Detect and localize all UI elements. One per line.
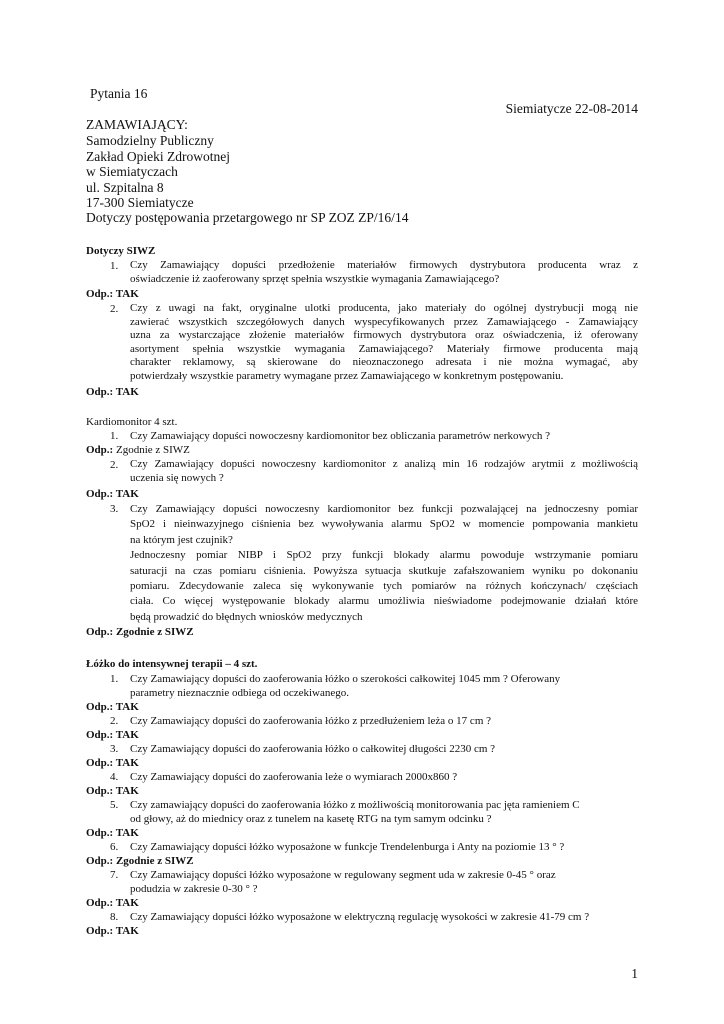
question-text bbox=[130, 302, 638, 383]
question-text bbox=[130, 259, 638, 286]
answer: Odp.: Zgodnie z SIWZ bbox=[86, 855, 194, 867]
address-line: Samodzielny Publiczny bbox=[86, 133, 214, 148]
answer: Odp.: TAK bbox=[86, 701, 139, 713]
section-heading: Kardiomonitor 4 szt. bbox=[86, 416, 178, 428]
question-line: Czy zamawiający dopuści do zaoferowania łóżko z możliwością monitorowania pac jęta ramieniem C bbox=[130, 799, 580, 811]
document-title: Pytania 16 bbox=[90, 86, 148, 101]
answer: Odp.: TAK bbox=[86, 925, 139, 937]
question-line: potwierdzały wszystkie parametry wymagane przez Zamawiającego w konkretnym postępowaniu. bbox=[130, 369, 564, 382]
explanation-line: będą prowadzić do błędnych wniosków medycznych bbox=[130, 610, 363, 623]
question-line: Czy Zamawiający dopuści łóżko wyposażone w regulowany segment uda w zakresie 0-45 ° oraz bbox=[130, 869, 556, 881]
answer-label: Odp.: bbox=[86, 444, 114, 456]
question-number: 7. bbox=[110, 869, 119, 881]
question-line: asortyment spełnia wszystkie wymagania Zamawiającego? Materiały firmowe producenta mają bbox=[130, 342, 638, 355]
question-line: charakter reklamowy, są skierowane do nieoznaczonego adresata i nie można wymagać, aby bbox=[130, 356, 638, 368]
answer-value: Zgodnie z SIWZ bbox=[115, 444, 190, 456]
question-number: 1. bbox=[110, 673, 119, 685]
question-line: Czy Zamawiający dopuści do zaoferowania łóżko z przedłużeniem leża o 17 cm ? bbox=[130, 715, 492, 727]
question-text bbox=[130, 502, 638, 625]
question-number: 2. bbox=[110, 715, 119, 727]
section-heading: Dotyczy SIWZ bbox=[86, 245, 156, 257]
reference-line: Dotyczy postępowania przetargowego nr SP ZOZ ZP/16/14 bbox=[86, 210, 409, 225]
question-line: Czy Zamawiający dopuści do zaoferowania leże o wymiarach 2000x860 ? bbox=[130, 771, 458, 783]
address-line: Zakład Opieki Zdrowotnej bbox=[86, 149, 230, 164]
question-line: Czy Zamawiający dopuści nowoczesny kardiomonitor bez funkcji pozwalającej na jednoczesny pomiar bbox=[130, 503, 638, 515]
question-number: 3. bbox=[110, 743, 119, 755]
question-number: 2. bbox=[110, 303, 119, 315]
question-line: Czy Zamawiający dopuści łóżko wyposażone w funkcje Trendelenburga i Anty na poziomie 13 ° ? bbox=[130, 841, 565, 853]
explanation-line: Jednoczesny pomiar NIBP i SpO2 przy funkcji blokady alarmu powoduje wstrzymanie pomiaru bbox=[130, 549, 638, 562]
question-number: 1. bbox=[110, 430, 119, 442]
question-line: Czy Zamawiający dopuści do zaoferowania łóżko o całkowitej długości 2230 cm ? bbox=[130, 743, 496, 755]
question-line: oświadczenie iż zaoferowany sprzęt spełnia wszystkie wymagania Zamawiającego? bbox=[130, 272, 500, 285]
contracting-label: ZAMAWIAJĄCY: bbox=[86, 117, 188, 132]
question-line: uzna za wystarczające złożenie materiałów firmowych dystrybutora oraz oświadczenia, iż oferowany bbox=[130, 329, 638, 341]
question-number: 8. bbox=[110, 911, 119, 923]
question-line: na którym jest czujnik? bbox=[130, 533, 233, 546]
answer: Odp.: TAK bbox=[86, 757, 139, 769]
question-line: od głowy, aż do miednicy oraz z tunelem na kasetę RTG na tym samym odcinku ? bbox=[130, 813, 492, 825]
explanation-line: pomiaru. Zdecydowanie zaleca się wykonywanie tych pomiarów na różnych kończynach/ częściach bbox=[130, 580, 638, 593]
question-number: 3. bbox=[110, 503, 119, 515]
question-line: Czy Zamawiający dopuści łóżko wyposażone w elektryczną regulację wysokości w zakresie 41-79 cm ? bbox=[130, 911, 590, 923]
answer bbox=[86, 443, 190, 457]
question-line: Czy z uwagi na fakt, oryginalne ulotki producenta, jako materiały do ogólnej dystrybucji mogą nie bbox=[130, 302, 638, 314]
answer: Odp.: TAK bbox=[86, 386, 139, 398]
question-line: parametry nieznacznie odbiega od oczekiwanego. bbox=[130, 687, 349, 699]
question-line: uczenia się nowych ? bbox=[130, 471, 224, 484]
page-number: 1 bbox=[631, 966, 638, 981]
question-line: zawierać wszystkich szczegółowych danych wyspecyfikowanych przez Zamawiającego - Zamawiający bbox=[130, 315, 638, 328]
question-line: SpO2 i nieinwazyjnego ciśnienia bez wywoływania alarmu SpO2 w momencie pompowania mankietu bbox=[130, 518, 638, 531]
question-text bbox=[130, 458, 638, 485]
answer: Odp.: TAK bbox=[86, 288, 139, 300]
explanation-line: ciała. Co więcej występowanie blokady alarmu umożliwia nieświadome podejmowanie działań które bbox=[130, 595, 638, 608]
question-number: 5. bbox=[110, 799, 119, 811]
answer: Odp.: TAK bbox=[86, 729, 139, 741]
section-heading: Łóżko do intensywnej terapii – 4 szt. bbox=[86, 658, 258, 670]
question-number: 2. bbox=[110, 459, 119, 471]
question-line: Czy Zamawiający dopuści nowoczesny kardiomonitor bez obliczania parametrów nerkowych ? bbox=[130, 430, 550, 442]
answer: Odp.: TAK bbox=[86, 827, 139, 839]
address-line: ul. Szpitalna 8 bbox=[86, 180, 164, 195]
answer: Odp.: Zgodnie z SIWZ bbox=[86, 626, 194, 638]
answer: Odp.: TAK bbox=[86, 488, 139, 500]
document-date: Siemiatycze 22-08-2014 bbox=[505, 101, 638, 116]
question-number: 6. bbox=[110, 841, 119, 853]
question-line: Czy Zamawiający dopuści nowoczesny kardiomonitor z analizą min 16 rodzajów arytmii z możliwością bbox=[130, 458, 638, 470]
question-number: 4. bbox=[110, 771, 119, 783]
explanation-line: saturacji na czas pomiaru ciśnienia. Powyższa sytuacja skutkuje zafałszowaniem wyniku po dokonaniu bbox=[130, 564, 638, 577]
address-line: 17-300 Siemiatycze bbox=[86, 195, 194, 210]
question-line: Czy Zamawiający dopuści przedłożenie materiałów firmowych dystrybutora producenta wraz z bbox=[130, 259, 638, 271]
question-line: Czy Zamawiający dopuści do zaoferowania łóżko o szerokości całkowitej 1045 mm ? Oferowany bbox=[130, 673, 561, 685]
question-line: podudzia w zakresie 0-30 ° ? bbox=[130, 883, 258, 895]
address-line: w Siemiatyczach bbox=[86, 164, 178, 179]
question-number: 1. bbox=[110, 260, 119, 272]
answer: Odp.: TAK bbox=[86, 897, 139, 909]
answer: Odp.: TAK bbox=[86, 785, 139, 797]
